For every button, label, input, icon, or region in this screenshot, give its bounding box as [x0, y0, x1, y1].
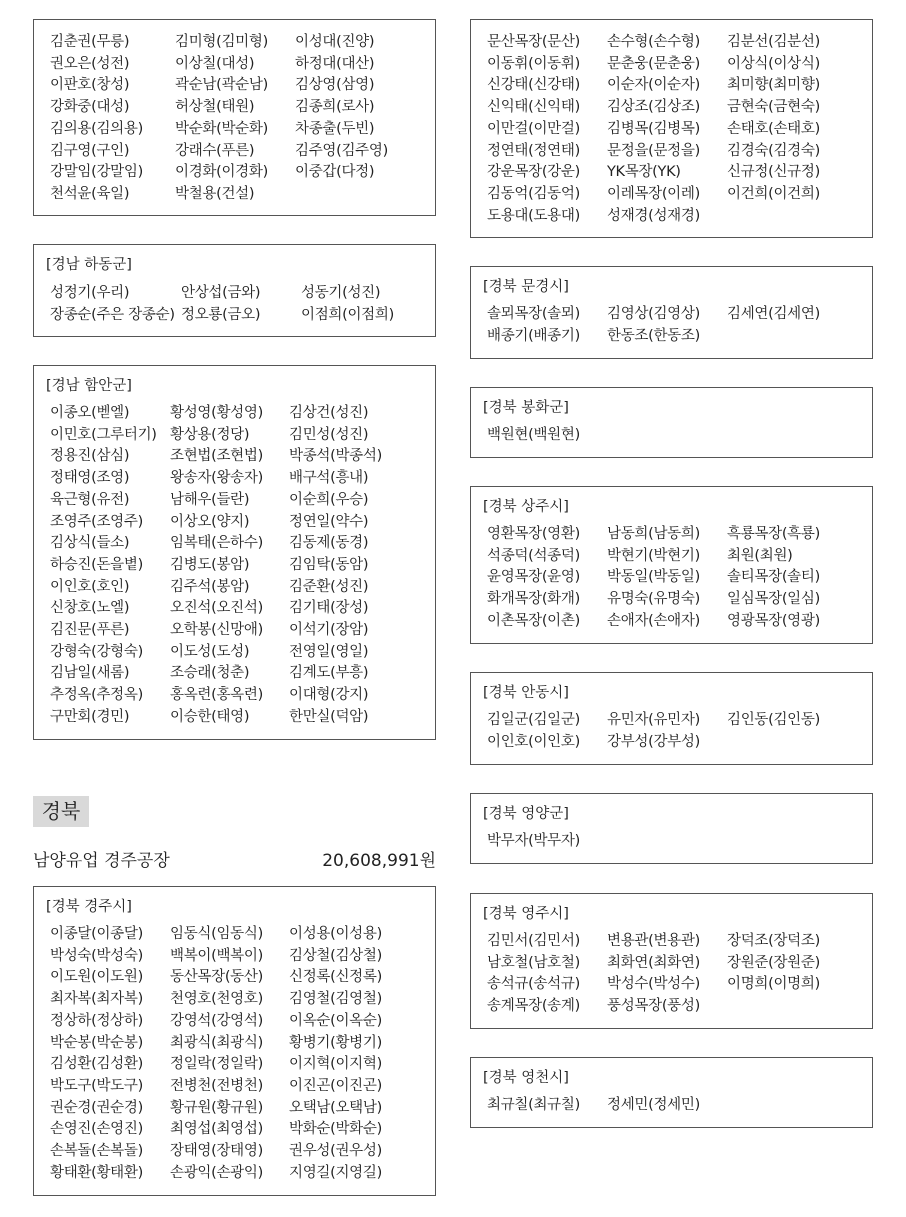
region-title: [경북 영양군] — [483, 806, 569, 822]
donor-name: 이만걸(이만걸) — [487, 120, 580, 137]
donor-box-unlabeled-left — [33, 19, 436, 216]
donor-name: 이순자(이순자) — [607, 77, 700, 94]
donor-name: 김상영(삼영) — [295, 77, 375, 94]
donor-name: 정연태(정연태) — [487, 142, 580, 159]
region-title: [경북 문경시] — [483, 279, 569, 295]
donor-name: 김상식(들소) — [50, 535, 130, 552]
donor-name: 이명희(이명희) — [727, 976, 820, 993]
donor-name: 동산목장(동산) — [170, 969, 263, 986]
donor-name: 이석기(장암) — [289, 622, 369, 639]
donor-name: 이중갑(다정) — [295, 164, 375, 181]
region-box-bonghwa — [470, 387, 873, 458]
region-box-yeongju — [470, 893, 873, 1029]
donor-name: 김상철(김상철) — [289, 947, 382, 964]
donor-name: 이인호(호인) — [50, 578, 130, 595]
donor-name: 황상용(정당) — [170, 426, 250, 443]
region-title: [경북 상주시] — [483, 499, 569, 515]
donor-name: 최화연(최화연) — [607, 954, 700, 971]
donor-name: 한만실(덕암) — [289, 708, 369, 725]
donor-name: 흑룡목장(흑룡) — [727, 526, 820, 542]
donor-name: 강영석(강영석) — [170, 1012, 263, 1029]
donor-name: 김세연(김세연) — [727, 306, 820, 322]
donor-name: 천석윤(육일) — [50, 185, 130, 202]
region-box-haman — [33, 365, 436, 740]
donor-name: 김기태(장성) — [289, 600, 369, 617]
donor-name: 장태영(장태영) — [170, 1143, 263, 1160]
donor-name: 이옥순(이옥순) — [289, 1012, 382, 1029]
donor-name: 전영일(영일) — [289, 643, 369, 660]
donor-name: 박순봉(박순봉) — [50, 1034, 143, 1051]
donor-name: 손애자(손애자) — [607, 612, 700, 629]
donor-name: 추정옥(추정옥) — [50, 687, 143, 704]
donor-name: 강말임(강말임) — [50, 164, 143, 181]
donor-list — [487, 524, 847, 633]
donor-list — [50, 403, 409, 729]
donor-name: 백원현(백원현) — [487, 427, 580, 443]
donor-name: 백복이(백복이) — [170, 947, 263, 964]
donor-name: 풍성목장(풍성) — [607, 998, 700, 1015]
donor-name: 이점희(이점희) — [301, 306, 394, 323]
donor-name: 솔뫼목장(솔뫼) — [487, 306, 580, 322]
donor-name: 허상철(태원) — [175, 99, 255, 116]
donor-list — [487, 831, 847, 853]
donor-list — [50, 924, 409, 1184]
region-box-mungyeong — [470, 266, 873, 359]
donor-name: 장종순(주은 장종순) — [50, 306, 175, 323]
donor-name: 남해우(들란) — [170, 491, 250, 508]
donor-name: 한동조(한동조) — [607, 327, 700, 344]
donor-name: 김미형(김미형) — [175, 34, 268, 50]
donor-name: 김계도(부흥) — [289, 665, 369, 682]
donor-name: 김인동(김인동) — [727, 712, 820, 728]
donor-name: 최광식(최광식) — [170, 1034, 263, 1051]
donor-name: 박종석(박종석) — [289, 448, 382, 465]
donor-name: 정태영(조영) — [50, 470, 130, 487]
donor-name: 영광목장(영광) — [727, 612, 820, 629]
donor-name: 이상식(이상식) — [727, 55, 820, 72]
donor-name: 성정기(우리) — [50, 285, 130, 301]
donor-name: 김상건(성진) — [289, 405, 369, 421]
region-title: [경남 하동군] — [46, 257, 132, 273]
donor-name: 이순희(우승) — [289, 491, 369, 508]
donor-name: 이건희(이건희) — [727, 185, 820, 202]
donor-name: 권우성(권우성) — [289, 1143, 382, 1160]
region-box-sangju — [470, 486, 873, 644]
donor-name: 이인호(이인호) — [487, 733, 580, 750]
region-title: [경북 경주시] — [46, 899, 132, 915]
donor-name: 임동식(임동식) — [170, 926, 263, 942]
donor-name: 박현기(박현기) — [607, 547, 700, 564]
donor-name: 금현숙(금현숙) — [727, 99, 820, 116]
region-title: [경북 영천시] — [483, 1070, 569, 1086]
donor-name: 홍옥련(홍옥련) — [170, 687, 263, 704]
region-box-yeongyang — [470, 793, 873, 864]
donor-name: 김준환(성진) — [289, 578, 369, 595]
donor-name: 장덕조(장덕조) — [727, 933, 820, 949]
donor-name: 김상조(김상조) — [607, 99, 700, 116]
donor-name: 손영진(손영진) — [50, 1121, 143, 1138]
donor-name: 이촌목장(이촌) — [487, 612, 580, 629]
donor-name: 정용진(삼심) — [50, 448, 130, 465]
donor-name: 이대형(강지) — [289, 687, 369, 704]
donor-name: 김의용(김의용) — [50, 120, 143, 137]
donor-name: 오학봉(신망애) — [170, 622, 263, 639]
section-label: 경북 — [33, 796, 89, 827]
donor-name: 강형숙(강형숙) — [50, 643, 143, 660]
donor-name: 김영철(김영철) — [289, 991, 382, 1008]
region-title: [경북 안동시] — [483, 685, 569, 701]
region-title: [경북 영주시] — [483, 906, 569, 922]
donor-name: 김동억(김동억) — [487, 185, 580, 202]
donor-list — [487, 710, 847, 753]
donor-name: 김구영(구인) — [50, 142, 130, 159]
donor-name: 이성대(진양) — [295, 34, 375, 50]
donor-name: 황태환(황태환) — [50, 1164, 143, 1181]
region-box-gyeongju — [33, 886, 436, 1196]
donor-name: 김임탁(동암) — [289, 556, 369, 573]
donor-name: 이민호(그루터기) — [50, 426, 157, 443]
donor-name: 박화순(박화순) — [289, 1121, 382, 1138]
donor-name: 정오룡(금오) — [181, 306, 261, 323]
donor-name: 김주석(봉암) — [170, 578, 250, 595]
donor-name: 차종출(두빈) — [295, 120, 375, 137]
donor-name: 조승래(청춘) — [170, 665, 250, 682]
donor-name: 최규칠(최규칠) — [487, 1097, 580, 1113]
donor-name: 송석규(송석규) — [487, 976, 580, 993]
donor-name: 이진곤(이진곤) — [289, 1077, 382, 1094]
donor-list — [487, 931, 847, 1018]
donor-name: 김주영(김주영) — [295, 142, 388, 159]
donor-name: 정상하(정상하) — [50, 1012, 143, 1029]
donor-name: 석종덕(석종덕) — [487, 547, 580, 564]
donor-name: 하정대(대산) — [295, 55, 375, 72]
donor-list — [487, 1095, 847, 1117]
donor-list — [487, 304, 847, 347]
donor-name: 박순화(박순화) — [175, 120, 268, 137]
donor-list — [50, 283, 421, 326]
donor-name: 박철용(건설) — [175, 185, 255, 202]
donor-name: 성동기(성진) — [301, 285, 381, 301]
donor-name: 일심목장(일심) — [727, 591, 820, 608]
donor-name: 정연일(약수) — [289, 513, 369, 530]
donor-name: 김진문(푸른) — [50, 622, 130, 639]
donor-name: 신강태(신강태) — [487, 77, 580, 94]
donor-name: 최자복(최자복) — [50, 991, 143, 1008]
donor-list — [487, 425, 847, 447]
donor-name: 이승한(태영) — [170, 708, 250, 725]
donor-name: 안상섭(금와) — [181, 285, 261, 301]
donor-name: 손태호(손태호) — [727, 120, 820, 137]
donor-name: 이도원(이도원) — [50, 969, 143, 986]
donor-name: 김성환(김성환) — [50, 1056, 143, 1073]
donor-name: 문춘웅(문춘웅) — [607, 55, 700, 72]
region-box-hadong — [33, 244, 436, 337]
donor-name: 화개목장(화개) — [487, 591, 580, 608]
donor-name: 손광익(손광익) — [170, 1164, 263, 1181]
donor-name: 김동제(동경) — [289, 535, 369, 552]
donor-name: 강래수(푸른) — [175, 142, 255, 159]
region-box-yeongcheon — [470, 1057, 873, 1128]
donor-name: 강운목장(강운) — [487, 164, 580, 181]
donor-name: 박무자(박무자) — [487, 833, 580, 849]
region-box-andong — [470, 672, 873, 765]
donor-name: 신규정(신규정) — [727, 164, 820, 181]
donor-name: 김경숙(김경숙) — [727, 142, 820, 159]
donor-name: 임복태(은하수) — [170, 535, 263, 552]
donor-name: 문정을(문정을) — [607, 142, 700, 159]
donor-name: 황병기(황병기) — [289, 1034, 382, 1051]
donor-name: 육근형(유전) — [50, 491, 130, 508]
donor-name: 손복돌(손복돌) — [50, 1143, 143, 1160]
donor-name: 유민자(유민자) — [607, 712, 700, 728]
donor-name: 이성용(이성용) — [289, 926, 382, 942]
donor-name: 신창호(노엘) — [50, 600, 130, 617]
donor-name: 박성수(박성수) — [607, 976, 700, 993]
donor-box-unlabeled-right — [470, 19, 873, 238]
donor-name: 이경화(이경화) — [175, 164, 268, 181]
donor-name: 왕송자(왕송자) — [170, 470, 263, 487]
donor-name: 강화중(대성) — [50, 99, 130, 116]
donor-name: 강부성(강부성) — [607, 733, 700, 750]
donor-name: 곽순남(곽순남) — [175, 77, 268, 94]
donor-name: 박성숙(박성숙) — [50, 947, 143, 964]
donor-name: 조현법(조현법) — [170, 448, 263, 465]
donor-name: 이레목장(이레) — [607, 185, 700, 202]
donor-name: 정세민(정세민) — [607, 1097, 700, 1113]
donor-name: 오택남(오택남) — [289, 1099, 382, 1116]
donor-name: 권순경(권순경) — [50, 1099, 143, 1116]
donor-name: 남호철(남호철) — [487, 954, 580, 971]
donor-name: 하승진(돈을볕) — [50, 556, 143, 573]
donor-name: 신익태(신익태) — [487, 99, 580, 116]
donor-name: 김민성(성진) — [289, 426, 369, 443]
donor-name: 이종오(벧엘) — [50, 405, 130, 421]
donor-name: 유명숙(유명숙) — [607, 591, 700, 608]
donor-name: 김분선(김분선) — [727, 34, 820, 50]
donor-name: 조영주(조영주) — [50, 513, 143, 530]
donor-name: 권오은(성전) — [50, 55, 130, 72]
company-name: 남양유업 경주공장 — [33, 851, 170, 871]
donor-name: 김남일(새롬) — [50, 665, 130, 682]
donor-name: 이종달(이종달) — [50, 926, 143, 942]
donor-name: 황규원(황규원) — [170, 1099, 263, 1116]
donor-name: 지영길(지영길) — [289, 1164, 382, 1181]
donor-name: 천영호(천영호) — [170, 991, 263, 1008]
donor-name: 김병도(봉암) — [170, 556, 250, 573]
donor-name: 윤영목장(윤영) — [487, 569, 580, 586]
donor-list — [50, 32, 415, 206]
donor-name: 오진석(오진석) — [170, 600, 263, 617]
donor-name: 손수형(손수형) — [607, 34, 700, 50]
donor-name: 이판호(창성) — [50, 77, 130, 94]
region-title: [경남 함안군] — [46, 378, 132, 394]
donor-name: 박동일(박동일) — [607, 569, 700, 586]
donor-name: 송계목장(송계) — [487, 998, 580, 1015]
donor-name: 김민서(김민서) — [487, 933, 580, 949]
donor-name: 최미향(최미향) — [727, 77, 820, 94]
donor-name: 이상칠(대성) — [175, 55, 255, 72]
company-amount: 20,608,991원 — [322, 851, 436, 871]
donor-name: 이상오(양지) — [170, 513, 250, 530]
donor-list — [487, 32, 847, 227]
donor-name: 배종기(배종기) — [487, 327, 580, 344]
donor-name: 전병천(전병천) — [170, 1077, 263, 1094]
donor-name: 이동휘(이동휘) — [487, 55, 580, 72]
donor-name: 문산목장(문산) — [487, 34, 580, 50]
donor-name: 김일군(김일군) — [487, 712, 580, 728]
donor-name: 김영상(김영상) — [607, 306, 700, 322]
region-title: [경북 봉화군] — [483, 400, 569, 416]
donor-name: 김종희(로사) — [295, 99, 375, 116]
donor-name: 영환목장(영환) — [487, 526, 580, 542]
donor-name: 장원준(장원준) — [727, 954, 820, 971]
donor-name: 이도성(도성) — [170, 643, 250, 660]
donor-name: 김병목(김병목) — [607, 120, 700, 137]
donor-name: 최원(최원) — [727, 547, 793, 564]
donor-name: YK목장(YK) — [607, 164, 681, 181]
donor-name: 황성영(황성영) — [170, 405, 263, 421]
donor-name: 김춘권(무릉) — [50, 34, 130, 50]
donor-name: 박도구(박도구) — [50, 1077, 143, 1094]
donor-name: 변용관(변용관) — [607, 933, 700, 949]
donor-name: 신정록(신정록) — [289, 969, 382, 986]
donor-name: 도용대(도용대) — [487, 207, 580, 224]
donor-name: 구만회(경민) — [50, 708, 130, 725]
donor-name: 최영섭(최영섭) — [170, 1121, 263, 1138]
donor-name: 정일락(정일락) — [170, 1056, 263, 1073]
donor-name: 남동희(남동희) — [607, 526, 700, 542]
donor-name: 배구석(흥내) — [289, 470, 369, 487]
donor-name: 성재경(성재경) — [607, 207, 700, 224]
donor-name: 이지혁(이지혁) — [289, 1056, 382, 1073]
donor-name: 솔티목장(솔티) — [727, 569, 820, 586]
